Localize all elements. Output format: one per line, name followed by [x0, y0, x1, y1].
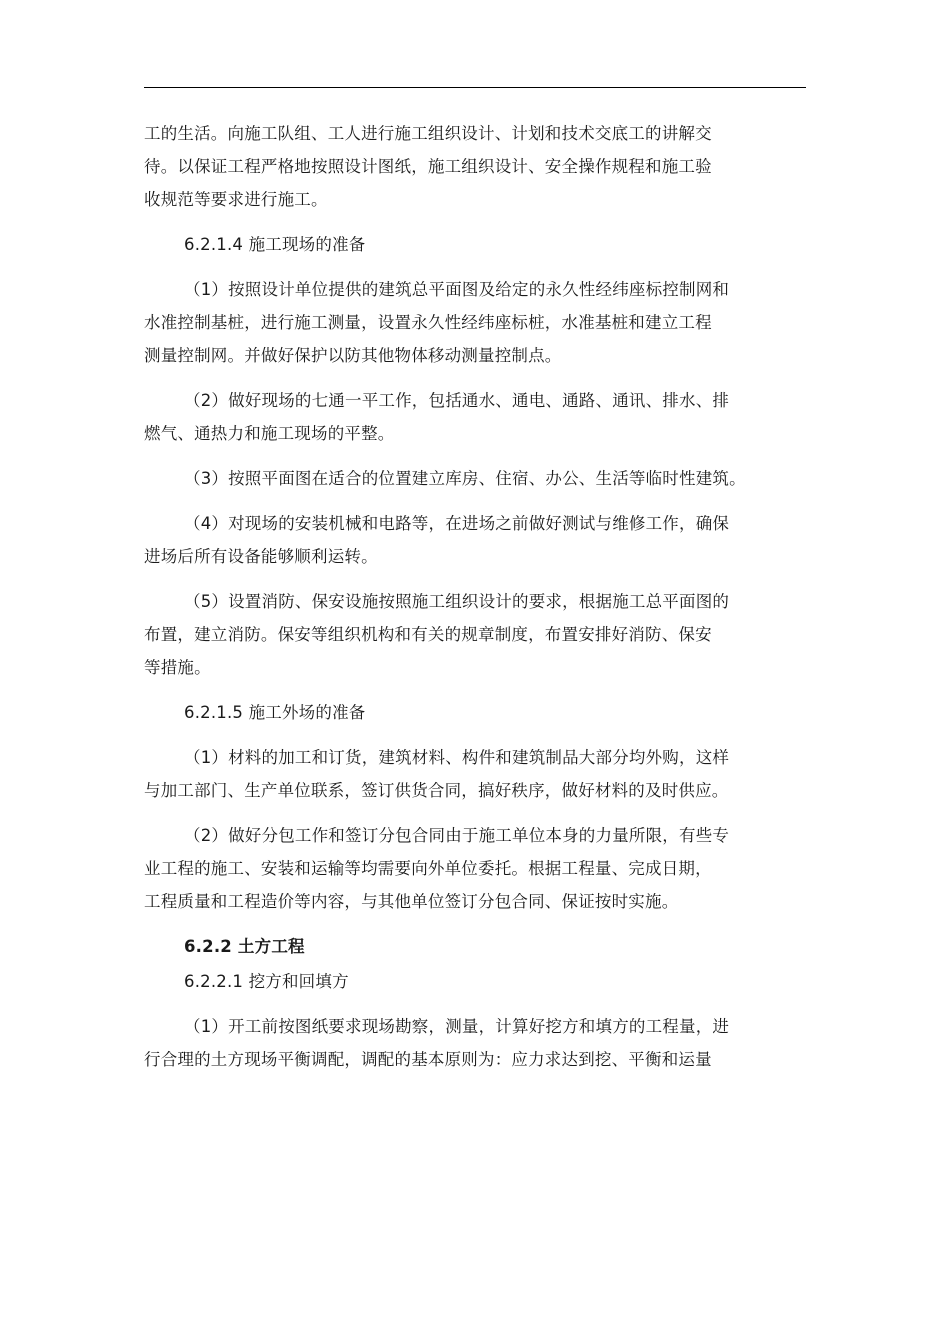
text-line: （1）材料的加工和订货，建筑材料、构件和建筑制品大部分均外购，这样	[184, 748, 730, 767]
text-line: 收规范等要求进行施工。	[144, 190, 328, 209]
section-heading-6-2-1-4: 6.2.1.4 施工现场的准备	[184, 235, 366, 254]
document-body	[144, 117, 812, 1088]
text-line: 行合理的土方现场平衡调配，调配的基本原则为：应力求达到挖、平衡和运量	[144, 1050, 712, 1069]
text-line: 业工程的施工、安装和运输等均需要向外单位委托。根据工程量、完成日期，	[144, 859, 712, 878]
text-line: 水准控制基桩，进行施工测量，设置永久性经纬座标桩，水准基桩和建立工程	[144, 313, 712, 332]
text-line: （5）设置消防、保安设施按照施工组织设计的要求，根据施工总平面图的	[184, 592, 730, 611]
paragraph-outside-2	[144, 819, 812, 918]
section-heading-6-2-1-5: 6.2.1.5 施工外场的准备	[184, 703, 366, 722]
paragraph-item-1	[144, 273, 812, 372]
text-line: （1）开工前按图纸要求现场勘察，测量，计算好挖方和填方的工程量，进	[184, 1017, 730, 1036]
paragraph-item-2	[144, 384, 812, 450]
text-line: （3）按照平面图在适合的位置建立库房、住宿、办公、生活等临时性建筑。	[184, 469, 746, 488]
paragraph-intro	[144, 117, 812, 216]
section-heading-6-2-2-1: 6.2.2.1 挖方和回填方	[184, 972, 349, 991]
text-line: 布置，建立消防。保安等组织机构和有关的规章制度，布置安排好消防、保安	[144, 625, 712, 644]
text-line: 等措施。	[144, 658, 211, 677]
section-heading-6-2-2: 6.2.2 土方工程	[184, 937, 305, 956]
text-line: （1）按照设计单位提供的建筑总平面图及给定的永久性经纬座标控制网和	[184, 280, 730, 299]
text-line: 待。以保证工程严格地按照设计图纸，施工组织设计、安全操作规程和施工验	[144, 157, 712, 176]
text-line: 燃气、通热力和施工现场的平整。	[144, 424, 395, 443]
text-line: 工程质量和工程造价等内容，与其他单位签订分包合同、保证按时实施。	[144, 892, 679, 911]
text-line: （2）做好现场的七通一平工作，包括通水、通电、通路、通讯、排水、排	[184, 391, 730, 410]
paragraph-earthwork-1	[144, 1010, 812, 1076]
paragraph-item-5	[144, 585, 812, 684]
header-rule	[144, 87, 806, 88]
text-line: 进场后所有设备能够顺利运转。	[144, 547, 378, 566]
text-line: （4）对现场的安装机械和电路等，在进场之前做好测试与维修工作，确保	[184, 514, 730, 533]
text-line: 工的生活。向施工队组、工人进行施工组织设计、计划和技术交底工的讲解交	[144, 124, 712, 143]
text-line: 测量控制网。并做好保护以防其他物体移动测量控制点。	[144, 346, 562, 365]
text-line: 与加工部门、生产单位联系，签订供货合同，搞好秩序，做好材料的及时供应。	[144, 781, 729, 800]
paragraph-item-4	[144, 507, 812, 573]
paragraph-outside-1	[144, 741, 812, 807]
text-line: （2）做好分包工作和签订分包合同由于施工单位本身的力量所限，有些专	[184, 826, 730, 845]
paragraph-item-3	[144, 462, 812, 495]
